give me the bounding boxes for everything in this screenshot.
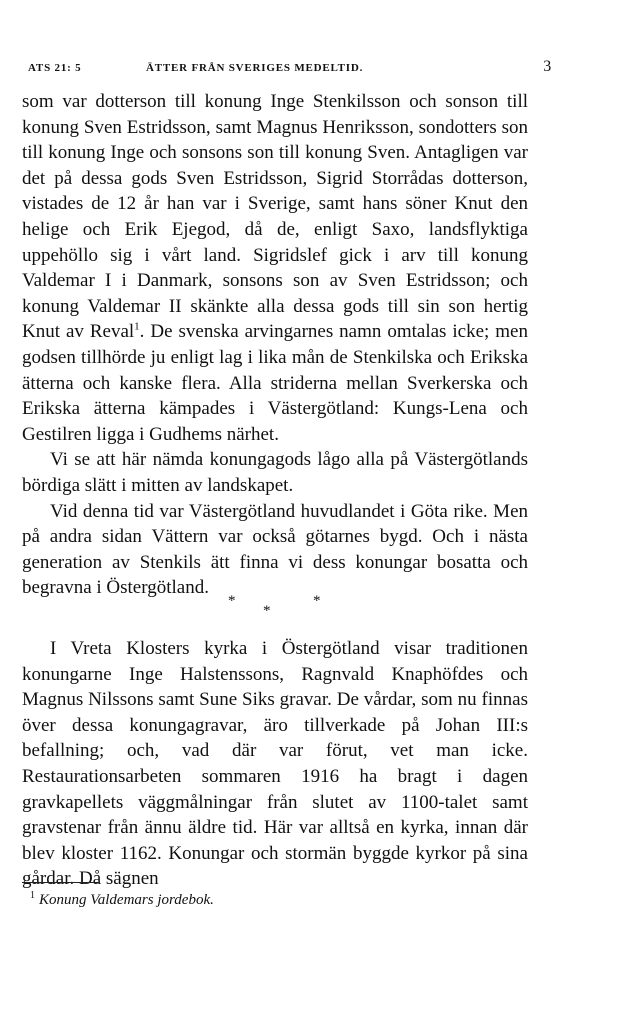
paragraph-3: Vid denna tid var Västergötland huvudlandet i Göta rike. Men på andra sidan Vättern var också götarnes bygd. Och i nästa generation av Stenkils ätt finna vi dess konungar bosatta och begravna i Östergötland. [22,500,528,599]
second-section [22,636,528,892]
section-divider [0,593,624,623]
divider-star: * [263,603,271,619]
main-text [22,89,528,601]
divider-star: * [313,593,321,609]
paragraph-4: I Vreta Klosters kyrka i Östergötland visar traditionen konungarne Inge Halstenssons, Ragnvald Knaphöfdes och Magnus Nilssons samt Sune Siks gravar. De vårdar, som nu finnas över dessa konungagravar, äro tillverkade på Johan III:s befallning; och, vad där var förut, vet man icke. Restaurationsarbeten sommaren 1916 ha bragt i dagen gravkapellets väggmålningar från slutet av 1100-talet samt gravstenar från ännu äldre tid. Här var alltså en kyrka, innan där blev kloster 1162. Konungar och stormän byggde kyrkor på sina gårdar. Då sägnen [22,638,528,890]
paragraph-1 [22,89,528,447]
footnote [30,890,214,909]
paragraph-1-text: som var dotterson till konung Inge Stenkilsson och sonson till konung Sven Estridsson, samt Magnus Henriksson, sondotters son till konung Inge och sonsons son till konung Sven. Antagligen var det på dessa gods Sven Estridsson, Sigrid Storrådas dotterson, vistades de 12 år han var i Sverige, samt hans söner Knut den helige och Erik Ejegod, då de, enligt Saxo, landsflyktiga uppehöllo sig i vårt land. Sigridslef gick i arv till konung Valdemar I i Danmark, sonsons son av Sven Estridsson; och konung Valdemar II skänkte alla dessa gods till sin son hertig Knut av Reval [22,91,528,343]
footnote-reference: 1 [134,321,140,334]
page-number: 3 [543,58,552,75]
footnote-text: Konung Valdemars jordebok. [39,892,214,908]
divider-star: * [228,593,236,609]
paragraph-1-continuation: . De svenska arvingarnes namn omtalas icke; men godsen tillhörde ju enligt lag i lika mån de Stenkilska och Erikska ätterna och kanske flera. Alla striderna mellan Sverkerska och Erikska ätterna kämpades i Västergötland: Kungs-Lena och Gestilren ligga i Gudhems närhet. [22,321,528,445]
footnote-rule [22,882,100,883]
signature-mark: ATS 21: 5 [28,62,82,74]
footnote-mark: 1 [30,890,35,901]
paragraph-2: Vi se att här nämda konungagods lågo alla på Västergötlands bördiga slätt i mitten av landskapet. [22,449,528,496]
running-header [28,58,552,78]
running-title: ÄTTER FRÅN SVERIGES MEDELTID. [146,62,364,74]
